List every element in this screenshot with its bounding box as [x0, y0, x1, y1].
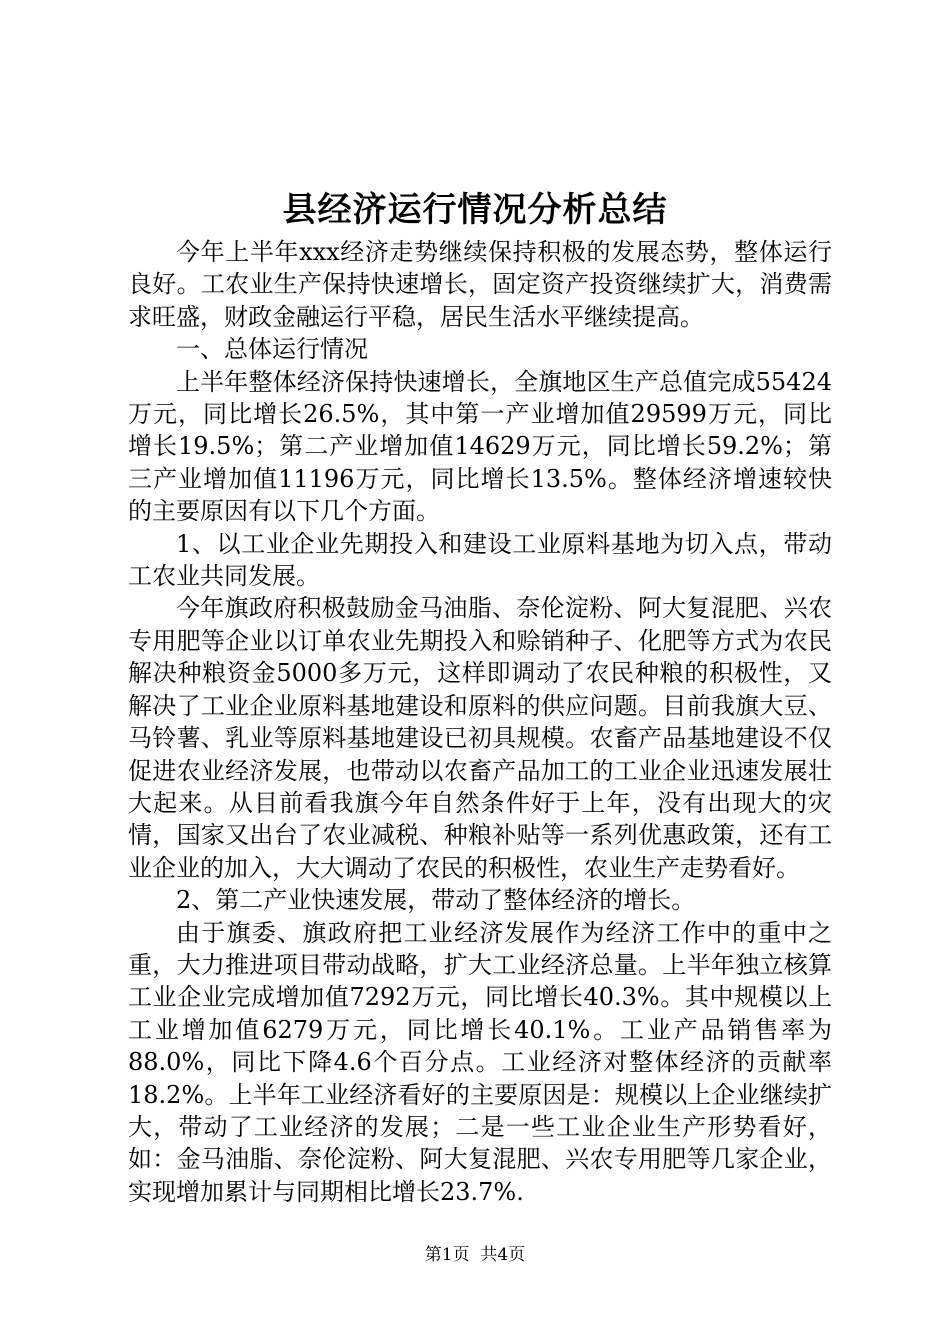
subheading-industrial-investment: 1、以工业企业先期投入和建设工业原料基地为切入点，带动工农业共同发展。 — [128, 529, 832, 591]
page-footer — [0, 1243, 950, 1267]
document-title: 县经济运行情况分析总结 — [282, 190, 668, 230]
section-heading-overall: 一、总体运行情况 — [176, 335, 368, 364]
paragraph-agriculture: 今年旗政府积极鼓励金马油脂、奈伦淀粉、阿大复混肥、兴农专用肥等企业以订单农业先期投入和赊销种子、化肥等方式为农民解决种粮资金5000多万元，这样即调动了农民种粮的积极性，又解决了工业企业原料基地建设和原料的供应问题。目前我旗大豆、马铃薯、乳业等原料基地建设已初具规模。农畜产品基地建设不仅促进农业经济发展，也带动以农畜产品加工的工业企业迅速发展壮大起来。从目前看我旗今年自然条件好于上年，没有出现大的灾情，国家又出台了农业减税、种粮补贴等一系列优惠政策，还有工业企业的加入，大大调动了农民的积极性，农业生产走势看好。 — [128, 594, 832, 882]
paragraph-intro: 今年上半年xxx经济走势继续保持积极的发展态势，整体运行良好。工农业生产保持快速增长，固定资产投资继续扩大，消费需求旺盛，财政金融运行平稳，居民生活水平继续提高。 — [128, 238, 832, 331]
page-number: 第1页 共4页 — [424, 1245, 526, 1265]
subheading-secondary-industry: 2、第二产业快速发展，带动了整体经济的增长。 — [176, 886, 696, 915]
document-body — [128, 236, 832, 1208]
paragraph-overall-growth: 上半年整体经济保持快速增长，全旗地区生产总值完成55424万元，同比增长26.5%，其中第一产业增加值29599万元，同比增长19.5%；第二产业增加值14629万元，同比增长59.2%；第三产业增加值11196万元，同比增长13.5%。整体经济增速较快的主要原因有以下几个方面。 — [128, 367, 832, 526]
paragraph-industry: 由于旗委、旗政府把工业经济发展作为经济工作中的重中之重，大力推进项目带动战略，扩大工业经济总量。上半年独立核算工业企业完成增加值7292万元，同比增长40.3%。其中规模以上工业增加值6279万元，同比增长40.1%。工业产品销售率为88.0%，同比下降4.6个百分点。工业经济对整体经济的贡献率18.2%。上半年工业经济看好的主要原因是：规模以上企业继续扩大，带动了工业经济的发展；二是一些工业企业生产形势看好，如：金马油脂、奈伦淀粉、阿大复混肥、兴农专用肥等几家企业，实现增加累计与同期相比增长23.7%. — [128, 918, 832, 1206]
